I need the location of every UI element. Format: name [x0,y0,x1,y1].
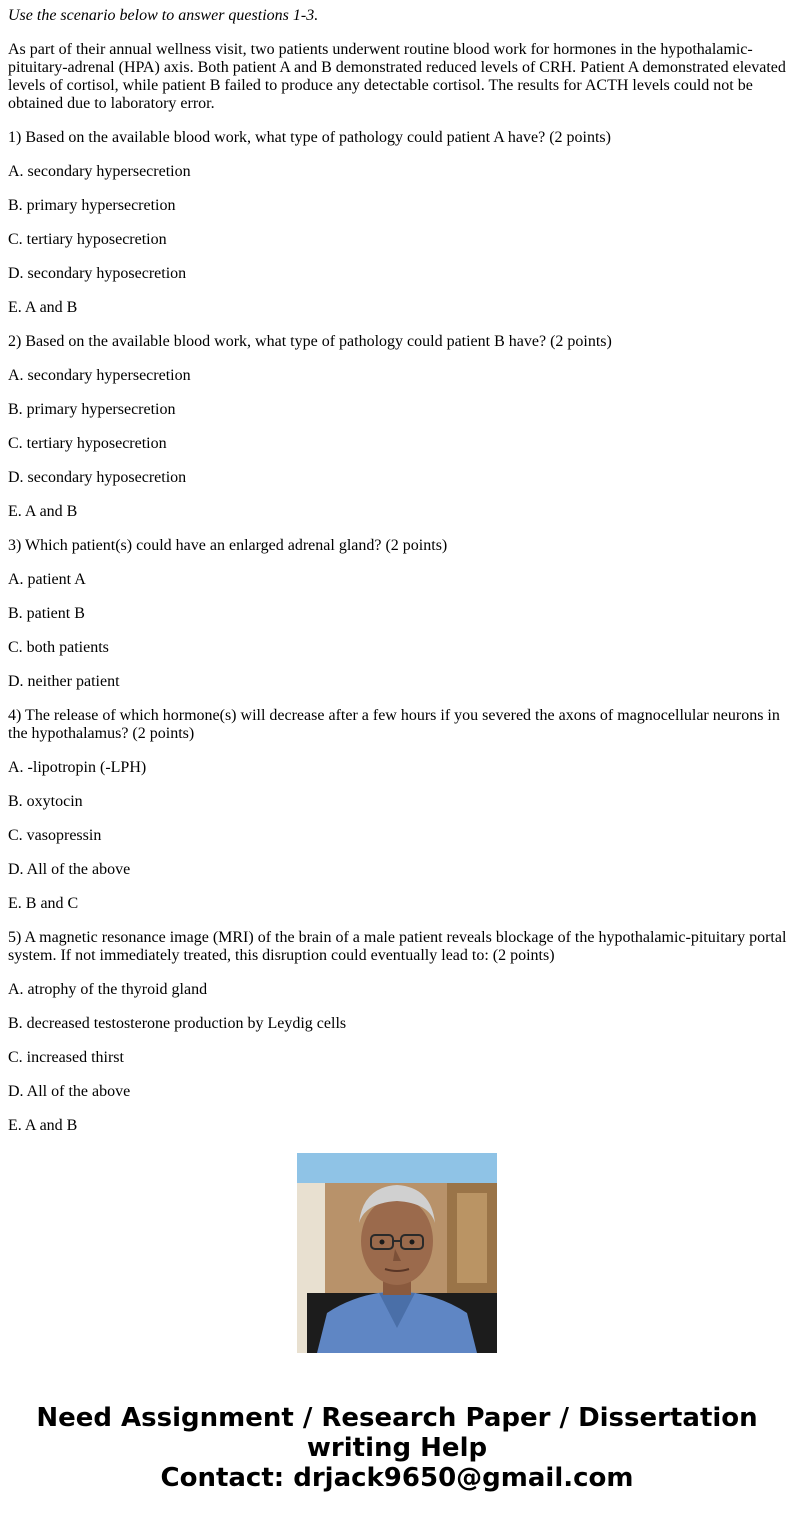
question-5-option-a: A. atrophy of the thyroid gland [8,981,208,998]
question-2-option-e: E. A and B [8,503,78,520]
question-2: 2) Based on the available blood work, what type of pathology could patient B have? (2 points) [8,333,612,350]
question-1-option-d: D. secondary hyposecretion [8,265,187,282]
question-1-option-a: A. secondary hypersecretion [8,163,191,180]
footer-line-1: Need Assignment / Research Paper / Dissertation [36,1403,758,1433]
question-5-option-d: D. All of the above [8,1083,131,1100]
avatar [297,1153,497,1353]
document-content [8,0,788,1134]
question-4-option-e: E. B and C [8,895,79,912]
question-5-option-b: B. decreased testosterone production by Leydig cells [8,1015,347,1032]
question-3: 3) Which patient(s) could have an enlarged adrenal gland? (2 points) [8,537,448,554]
question-1-option-e: E. A and B [8,299,78,316]
question-2-option-b: B. primary hypersecretion [8,401,176,418]
question-4-option-d: D. All of the above [8,861,131,878]
question-1: 1) Based on the available blood work, what type of pathology could patient A have? (2 points) [8,129,611,146]
scenario-text: As part of their annual wellness visit, two patients underwent routine blood work for hormones in the hypothalamic-pituitary-adrenal (HPA) axis. Both patient A and B demonstrated reduced levels of CRH. Patient A demonstrated elevated levels of cortisol, while patient B failed to produce any detectable cortisol. The results for ACTH levels could not be obtained due to laboratory error. [8,41,786,112]
scenario-instruction: Use the scenario below to answer questions 1-3. [8,7,319,24]
question-5: 5) A magnetic resonance image (MRI) of the brain of a male patient reveals blockage of the hypothalamic-pituitary portal system. If not immediately treated, this disruption could eventually lead to: (2 points) [8,929,787,964]
question-2-option-c: C. tertiary hyposecretion [8,435,167,452]
footer-contact: Contact: drjack9650@gmail.com [160,1463,634,1493]
question-2-option-d: D. secondary hyposecretion [8,469,187,486]
footer-line-2: writing Help [306,1433,488,1463]
question-4: 4) The release of which hormone(s) will decrease after a few hours if you severed the axons of magnocellular neurons in the hypothalamus? (2 points) [8,707,780,742]
question-3-option-d: D. neither patient [8,673,120,690]
question-4-option-c: C. vasopressin [8,827,102,844]
question-2-option-a: A. secondary hypersecretion [8,367,191,384]
question-3-option-a: A. patient A [8,571,86,588]
question-4-option-a: A. -lipotropin (-LPH) [8,759,147,776]
question-5-option-e: E. A and B [8,1117,78,1134]
question-1-option-b: B. primary hypersecretion [8,197,176,214]
question-5-option-c: C. increased thirst [8,1049,124,1066]
question-1-option-c: C. tertiary hyposecretion [8,231,167,248]
question-3-option-b: B. patient B [8,605,85,622]
footer-promo [0,1403,794,1493]
question-4-option-b: B. oxytocin [8,793,83,810]
avatar-portrait-image [297,1153,497,1353]
question-3-option-c: C. both patients [8,639,109,656]
